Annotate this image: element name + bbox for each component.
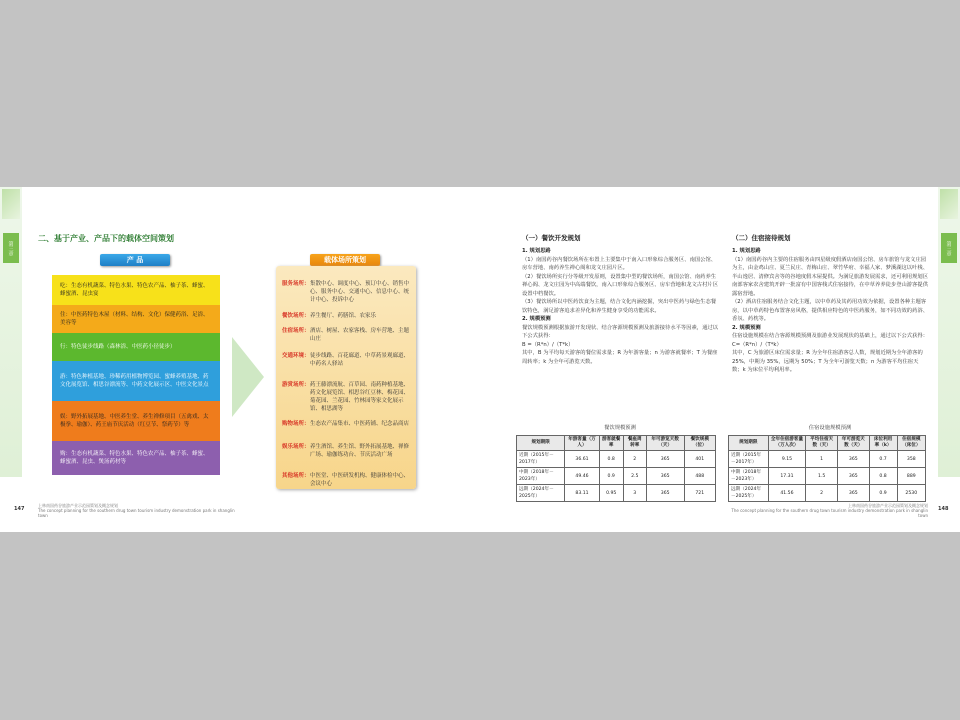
venue-value: 酒店、树屋、农家客栈、房车营地、主题山庄 [310, 328, 410, 342]
right-chapter-tab [938, 187, 960, 477]
lodging-title: （二）住宿接待规划 [732, 234, 791, 242]
product-block-shop: 购：生态有机蔬菜、特色水果、特色农产品、柚子茶、蜂蜜、蜂蜜酒、昆虫、煲汤药材等 [52, 441, 220, 475]
table-cell: 365 [837, 468, 869, 485]
table-cell: 0.7 [869, 451, 897, 468]
venue-row [282, 443, 412, 459]
table-cell: 2 [623, 451, 646, 468]
venue-key: 游赏场所： [282, 382, 310, 388]
dining-heading-2: 2. 规模预测 [522, 316, 551, 322]
lodging-para-2: （2）酒店住宿服务结合文化主题，以中草药及其药用功效为依据，设置各种主题客房，以中草药特色布置客房风格，提供相应特色的中医药服务，如不同功效的药浴、香氛、药枕等。 [732, 299, 928, 322]
table-cell: 1 [806, 451, 838, 468]
venue-row [282, 420, 412, 428]
venue-row [282, 352, 412, 368]
page-footer [38, 503, 238, 518]
venue-key: 娱乐场所： [282, 444, 310, 450]
venue-row [282, 472, 412, 488]
venue-key: 交通环境： [282, 353, 310, 359]
product-block-tour: 游：特色种植基地、珍稀药用植物博览园、蜜蜂养殖基地、药文化展览馆、相思谷漂流等、中药文化展示区、中医文化景点 [52, 361, 220, 401]
page-footer [728, 503, 928, 518]
table-cell: 0.8 [869, 468, 897, 485]
table-header: 年游客量（万人） [565, 436, 599, 451]
table-row [729, 451, 926, 468]
footer-cn: 上林南国药谷旅游产业示范园策划及概念规划 [848, 503, 928, 508]
dining-para-2: （2）餐饮场所实行分等级开发原则，设置集中型的餐饮场所，南国公馆、南药养生禅心阁、龙文庄园为中高端餐饮，南入口形象综合服务区、房车营地和龙文古村片区设置中档餐饮。 [522, 273, 718, 297]
table-header: 年可游览天数（天） [646, 436, 684, 451]
table-cell: 2 [806, 485, 838, 502]
table-cell: 721 [684, 485, 715, 502]
venue-column [276, 266, 416, 489]
table-cell: 0.9 [599, 468, 623, 485]
table-cell: 365 [646, 451, 684, 468]
table-cell: 远期（2024年－2025年） [729, 485, 769, 502]
venue-value: 中医堂、中医研发机构、健康体检中心、会议中心 [310, 473, 410, 487]
table-cell: 358 [897, 451, 925, 468]
dining-para-5: 其中，B 为平均每天游客的餐位需求量；R 为年游客量；n 为游客就餐率；T 为餐座周转率；k 为全年可游览天数。 [522, 350, 718, 365]
table-cell: 41.56 [768, 485, 806, 502]
table-cell: 2.5 [623, 468, 646, 485]
table-cell: 3 [623, 485, 646, 502]
footer-en: The concept planning for the southern drug town tourism industry demonstration park in shanglin town [731, 508, 928, 518]
chapter-label: 第三章 [941, 233, 957, 263]
table-header: 游客就餐率 [599, 436, 623, 451]
table-cell: 0.95 [599, 485, 623, 502]
table-cell: 1.5 [806, 468, 838, 485]
venue-value: 药王藤漂流航、百草园、南药种植基地、药文化展览馆、相思谷红豆林、梅花园、菊花园、兰花园、竹林园等家文化展示馆、相思湖等 [310, 382, 410, 412]
lodging-table-caption: 住宿设施规模预测 [808, 425, 852, 431]
product-block-travel: 行：特色徒步线路（森林浴、中医药小径徒步） [52, 333, 220, 361]
lodging-para-3: 住宿设施规模在结合客源规模预测及旅游业发展现状的基础上，通过以下公式获得： [732, 333, 928, 339]
dining-para-3: （3）餐饮场所以中医药饮食为主题，结合文化内涵挖掘，突出中医药与绿色生态餐饮特色，满足游客追求差异化和养生健身享受的功能需求。 [522, 299, 717, 314]
venue-value: 徒步线路、百花廊道、中草药景观廊道、中药名人驿站 [310, 353, 410, 367]
dining-title: （一）餐饮开发规划 [522, 234, 581, 242]
footer-en: The concept planning for the southern drug town tourism industry demonstration park in shanglin town [38, 508, 235, 518]
table-header: 住宿规模（床位） [897, 436, 925, 451]
table-row [729, 485, 926, 502]
table-row [729, 468, 926, 485]
venue-row [282, 280, 412, 304]
venue-row [282, 327, 412, 343]
table-cell: 0.8 [599, 451, 623, 468]
venue-value: 集散中心、调度中心、预订中心、销售中心、服务中心、交通中心、信息中心、统计中心、投诉中心 [310, 281, 410, 303]
venue-key: 住宿场所： [282, 328, 310, 334]
footer-cn: 上林南国药谷旅游产业示范园策划及概念规划 [38, 503, 118, 508]
table-header: 年可游览天数（天） [837, 436, 869, 451]
venue-row [282, 312, 412, 320]
lodging-text [732, 247, 928, 375]
chapter-label: 第三章 [3, 233, 19, 263]
lodging-table [728, 435, 926, 502]
table-cell: 889 [897, 468, 925, 485]
table-header-row [517, 436, 716, 451]
table-header: 餐饮规模（位） [684, 436, 715, 451]
venue-header: 载体场所策划 [310, 254, 380, 266]
table-cell: 365 [646, 485, 684, 502]
leaf-decoration [2, 189, 20, 219]
product-block-eat: 吃：生态有机蔬菜、特色水果、特色农产品、柚子茶、蜂蜜、蜂蜜酒、昆虫宴 [52, 275, 220, 305]
table-row [517, 451, 716, 468]
table-cell: 2530 [897, 485, 925, 502]
table-cell: 401 [684, 451, 715, 468]
table-cell: 365 [837, 451, 869, 468]
table-cell: 近期（2015年－2017年） [729, 451, 769, 468]
page-number: 147 [14, 506, 25, 512]
venue-key: 餐饮场所： [282, 313, 310, 319]
table-cell: 365 [646, 468, 684, 485]
venue-key: 购物场所： [282, 421, 310, 427]
venue-value: 养生酒馆、养生馆、野外拓展基地、禅修广场、瑜伽练功台、节庆活动广场 [310, 444, 410, 458]
lodging-heading-1: 1. 规划思路 [732, 248, 761, 254]
leaf-decoration [940, 189, 958, 219]
table-cell: 49.46 [565, 468, 599, 485]
lodging-para-4: 其中，C 为旅游区床位需求量；R 为全年住宿游客总人数，规划近期为全年游客的 25%，中期为 35%，远期为 50%；T 为全年可游览天数；n 为游客平均住宿天数；k 为床位平均利用率。 [732, 350, 923, 373]
product-block-fun: 娱：野外拓展基地、中医养生堂、养生禅修项目（五禽戏、太极拳、瑜伽）、药王庙节庆活动（红豆节、祭药节）等 [52, 401, 220, 441]
product-header: 产 品 [100, 254, 170, 266]
product-column [52, 275, 220, 475]
lodging-heading-2: 2. 规模预测 [732, 324, 761, 331]
dining-table [516, 435, 716, 502]
table-cell: 488 [684, 468, 715, 485]
table-row [517, 468, 716, 485]
dining-para-1: （1）南国药谷内餐饮场所在布置上主要集中于南入口形象综合服务区、南国公馆、房车营地、南药养生禅心阁和龙文庄园片区。 [522, 256, 717, 271]
table-cell: 0.9 [869, 485, 897, 502]
page-number: 148 [938, 506, 949, 512]
lodging-para-1: （1）南国药谷内主要的住宿服务由四星级度假酒店南国公馆、房车旅馆与龙文庄园为主，由金鸡山庄、夏兰民庄、青梅山庄、翠竹华府、幸福人家、梦溪湖这以叶栈、半山逸居、清修宾舍等的谷地度假木屋提供。为满足旅游发展需求，还可利用规划区南部客家农舍建筑开辟一批富有中国客栈式住宿接待，在中草养养徒步登山游客提供露宿营地。 [732, 256, 928, 297]
product-block-stay: 住：中医药特色木屋（材料、结构、文化）保健药浴、足浴、美容等 [52, 305, 220, 333]
table-header: 平均住宿天数（天） [806, 436, 838, 451]
table-header-row [729, 436, 926, 451]
table-cell: 36.61 [565, 451, 599, 468]
table-cell: 中期（2018年－2023年） [517, 468, 565, 485]
table-header: 床位利用率（k） [869, 436, 897, 451]
left-chapter-tab [0, 187, 22, 477]
table-header: 规划期限 [729, 436, 769, 451]
table-cell: 83.11 [565, 485, 599, 502]
dining-table-caption: 餐饮规模预测 [604, 425, 636, 431]
table-row [517, 485, 716, 502]
venue-key: 服务场所： [282, 281, 310, 287]
table-cell: 17.31 [768, 468, 806, 485]
table-header: 全年住宿游客量（万人次） [768, 436, 806, 451]
table-cell: 365 [837, 485, 869, 502]
table-header: 餐座周转率 [623, 436, 646, 451]
brochure-spread [0, 187, 960, 532]
table-cell: 9.15 [768, 451, 806, 468]
venue-value: 生态农产品集市、中医药铺、纪念品商店 [310, 421, 410, 427]
section-title: 二、基于产业、产品下的载体空间策划 [38, 234, 174, 243]
table-cell: 近期（2015年－2017年） [517, 451, 565, 468]
dining-text [522, 247, 718, 366]
arrow-icon [232, 337, 264, 417]
venue-key: 其他场所： [282, 473, 310, 479]
venue-value: 养生餐厅、药膳馆、农家乐 [310, 313, 377, 319]
table-cell: 远期（2024年－2025年） [517, 485, 565, 502]
venue-row [282, 381, 412, 413]
table-cell: 中期（2018年－2023年） [729, 468, 769, 485]
lodging-formula: C=（R*n）/（T*k） [732, 341, 782, 348]
dining-heading-1: 1. 规划思路 [522, 248, 551, 254]
dining-para-4: 餐饮规模预测根据旅游开发现状、结合客源规模预测及旅游接待水平等因素，通过以下公式获得： [522, 324, 718, 339]
dining-formula: B =（R*n）/（T*k） [522, 341, 574, 348]
table-header: 规划期限 [517, 436, 565, 451]
